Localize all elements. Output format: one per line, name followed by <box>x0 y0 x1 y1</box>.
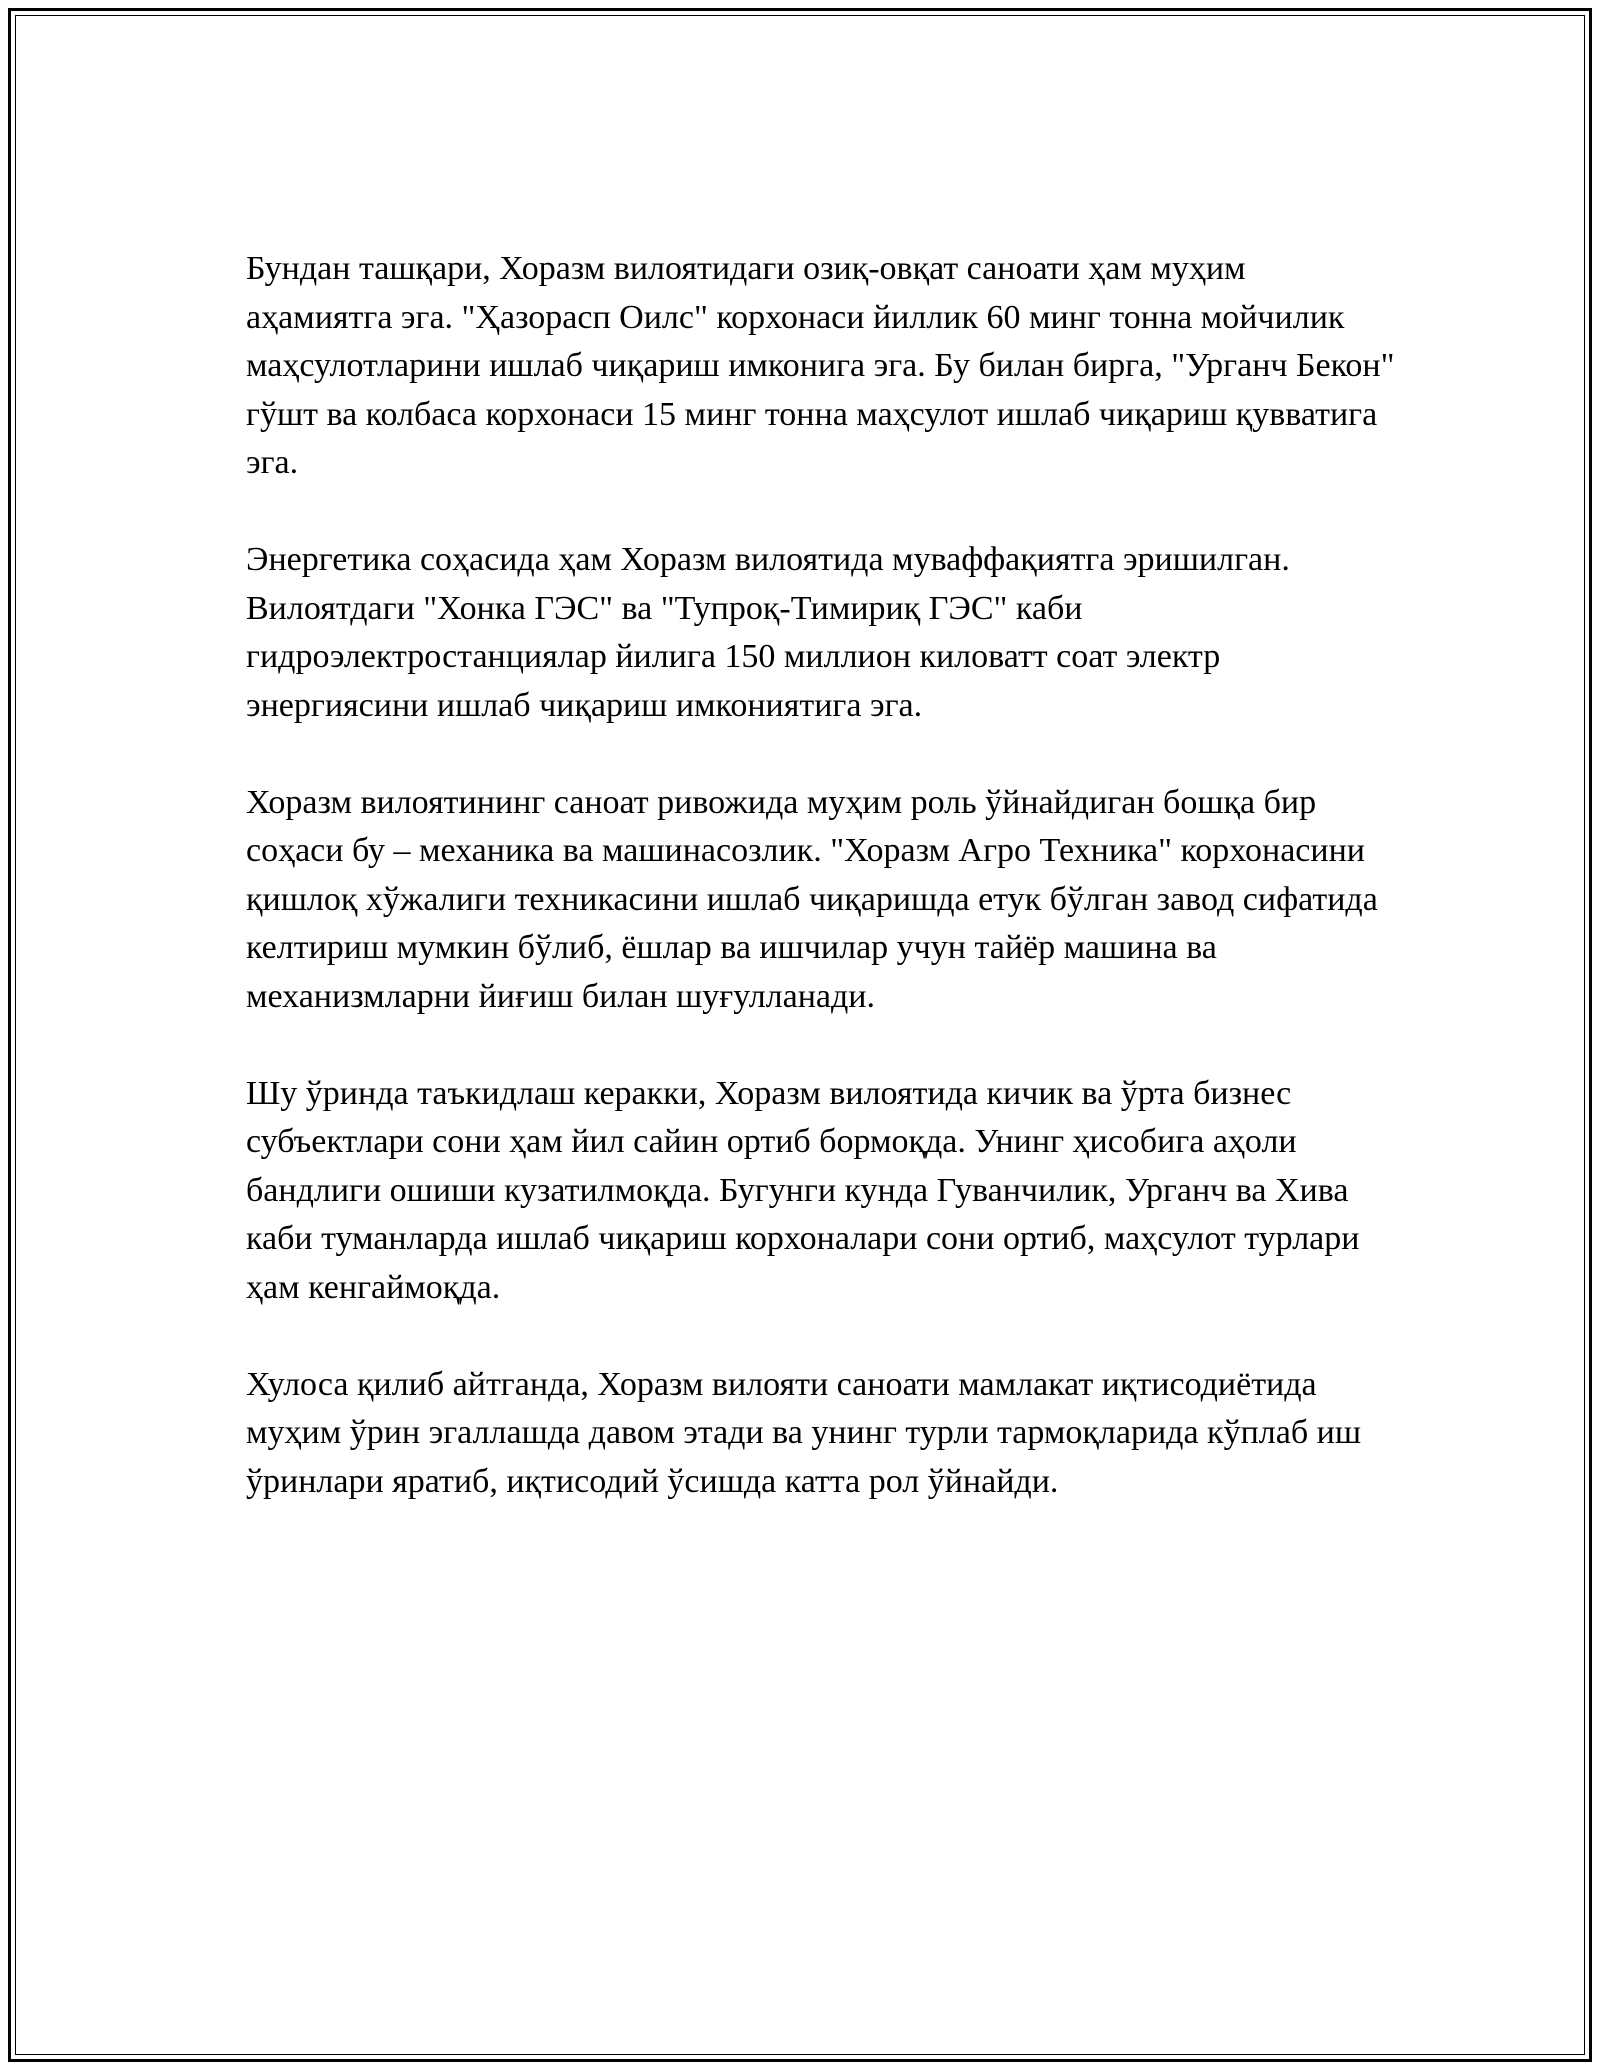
paragraph-small-business: Шу ўринда таъкидлаш керакки, Хоразм вилоятида кичик ва ўрта бизнес субъектлари сони ҳам йил сайин ортиб бормоқда. Унинг ҳисобига аҳоли бандлиги ошиши кузатилмоқда. Бугунги кунда Гуванчилик, Урганч ва Хива каби туманларда ишлаб чиқариш корхоналари сони ортиб, маҳсулот турлари ҳам кенгаймоқда. <box>246 1074 1360 1306</box>
paragraph-conclusion: Хулоса қилиб айтганда, Хоразм вилояти саноати мамлакат иқтисодиётида муҳим ўрин эгаллашда давом этади ва унинг турли тармоқларида кўплаб иш ўринлари яратиб, иқтисодий ўсишда катта рол ўйнайди. <box>246 1365 1361 1500</box>
paragraph-machinery: Хоразм вилоятининг саноат ривожида муҳим роль ўйнайдиган бошқа бир соҳаси бу – механика ва машинасозлик. "Хоразм Агро Техника" корхонасини қишлоқ хўжалиги техникасини ишлаб чиқаришда етук бўлган завод сифатида келтириш мумкин бўлиб, ёшлар ва ишчилар учун тайёр машина ва механизмларни йиғиш билан шуғулланади. <box>246 783 1378 1015</box>
paragraph-energy: Энергетика соҳасида ҳам Хоразм вилоятида муваффақиятга эришилган. Вилоятдаги "Хонка ГЭС" ва "Тупроқ-Тимириқ ГЭС" каби гидроэлектростанциялар йилига 150 миллион киловатт соат электр энергиясини ишлаб чиқариш имкониятига эга. <box>246 541 1290 724</box>
document-body <box>246 245 1396 1506</box>
paragraph-food-industry: Бундан ташқари, Хоразм вилоятидаги озиқ-овқат саноати ҳам муҳим аҳамиятга эга. "Ҳазорасп Оилс" корхонаси йиллик 60 минг тонна мойчилик маҳсулотларини ишлаб чиқариш имконига эга. Бу билан бирга, "Урганч Бекон" гўшт ва колбаса корхонаси 15 минг тонна маҳсулот ишлаб чиқариш қувватига эга. <box>246 250 1395 481</box>
page-frame <box>8 8 1592 2062</box>
